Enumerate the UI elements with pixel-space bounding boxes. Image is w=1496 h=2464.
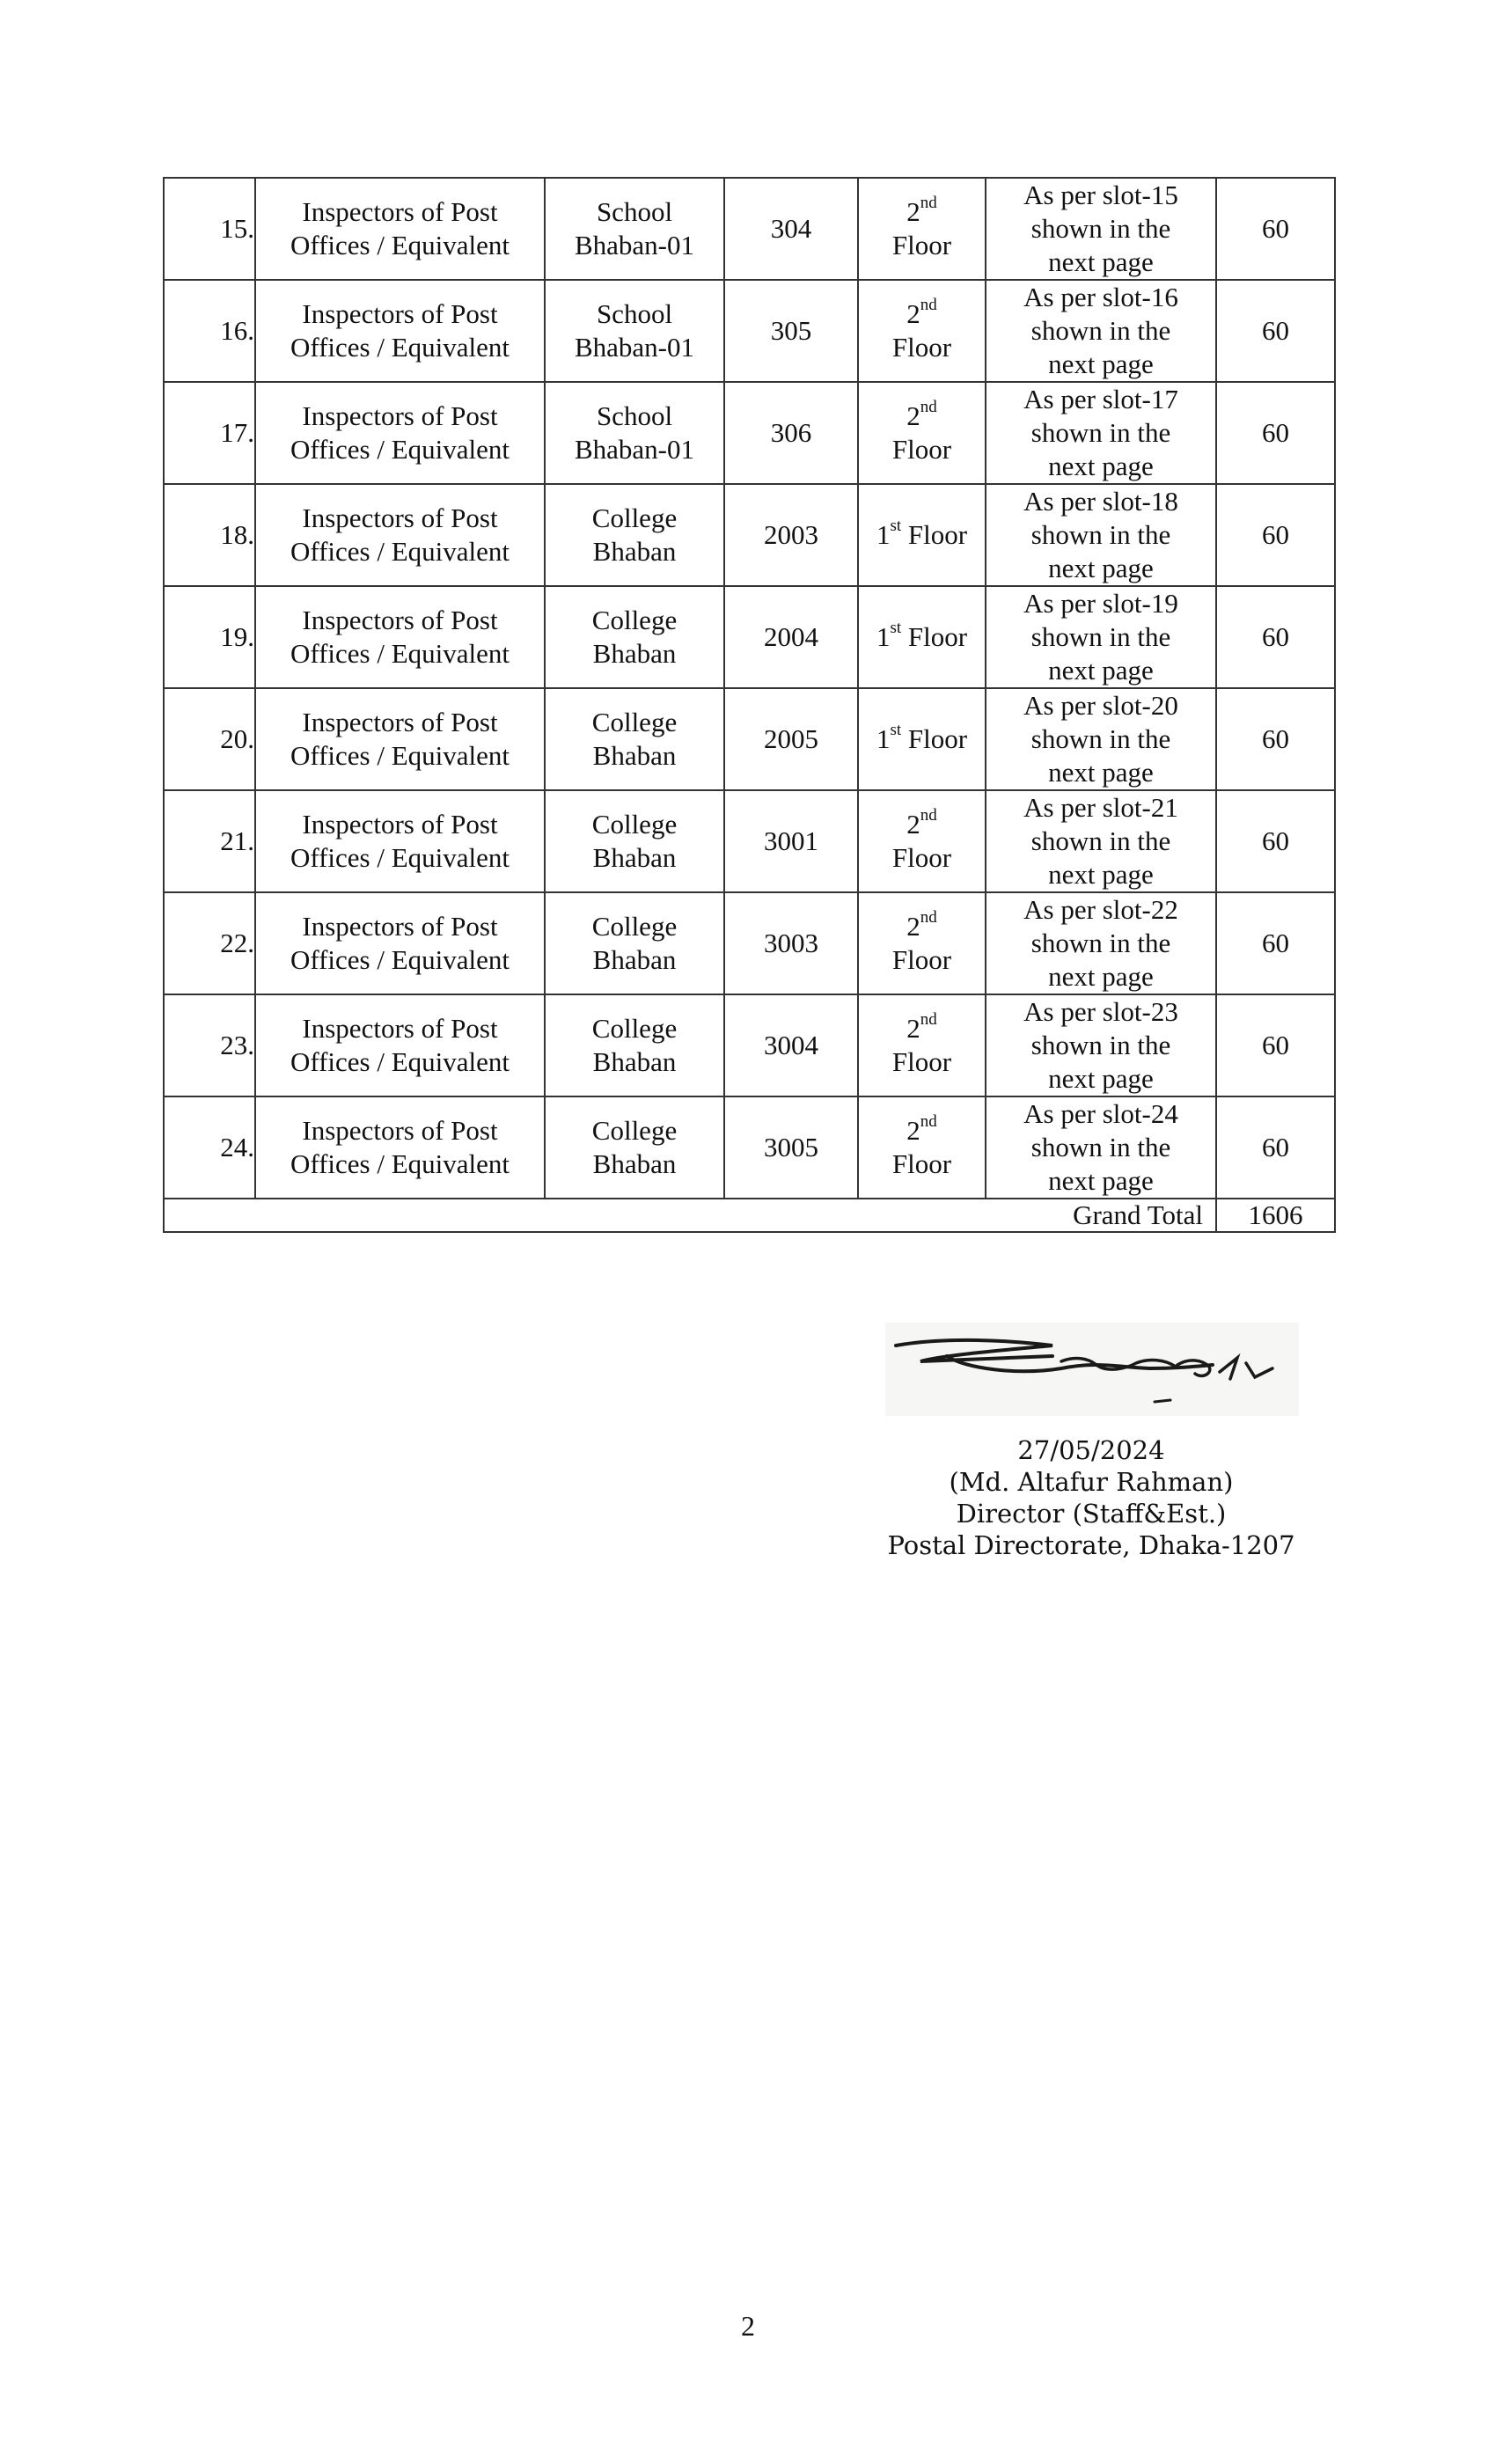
cell-line: Bhaban	[592, 740, 677, 771]
building-cell	[545, 178, 724, 280]
floor-cell	[858, 1096, 986, 1199]
cell-line: shown in the	[1030, 723, 1171, 754]
floor-suffix: nd	[920, 295, 937, 314]
floor-cell	[858, 280, 986, 382]
cell-line: Offices / Equivalent	[290, 944, 510, 975]
signature-date: 27/05/2024	[1017, 1435, 1165, 1465]
floor-word: Floor	[907, 621, 968, 652]
floor-word: Floor	[907, 519, 968, 550]
post-name-cell	[255, 280, 545, 382]
building-cell	[545, 1096, 724, 1199]
cell-line: College	[591, 502, 678, 533]
cell-line: Inspectors of Post	[302, 196, 498, 227]
cell-line: shown in the	[1030, 825, 1171, 856]
cell-line: shown in the	[1030, 1030, 1171, 1060]
floor-cell	[858, 892, 986, 994]
cell-line: College	[591, 605, 678, 635]
slot-cell	[986, 994, 1216, 1096]
grand-total-row	[164, 1199, 1335, 1232]
cell-line: shown in the	[1030, 315, 1171, 346]
cell-line: Bhaban-01	[574, 332, 695, 363]
cell-line: Inspectors of Post	[302, 1013, 498, 1044]
room-number-cell: 3001	[724, 790, 858, 892]
floor-word: Floor	[891, 944, 952, 975]
table-row	[164, 790, 1335, 892]
serial-number-cell: 19.	[164, 586, 255, 688]
slot-cell	[986, 484, 1216, 586]
floor-ordinal	[906, 397, 937, 431]
floor-suffix: nd	[920, 907, 937, 927]
seat-plan-table-container	[163, 177, 1336, 1233]
serial-number-cell: 22.	[164, 892, 255, 994]
table-row	[164, 1096, 1335, 1199]
grand-total-value: 1606	[1216, 1199, 1335, 1232]
building-cell	[545, 892, 724, 994]
cell-line: College	[591, 911, 678, 942]
seat-plan-table	[163, 177, 1336, 1233]
cell-line: Offices / Equivalent	[290, 842, 510, 873]
seat-count-cell: 60	[1216, 790, 1335, 892]
cell-line: As per slot-20	[1023, 690, 1178, 721]
cell-line: shown in the	[1030, 519, 1171, 550]
cell-line: Offices / Equivalent	[290, 332, 510, 363]
post-name-cell	[255, 382, 545, 484]
seat-count-cell: 60	[1216, 382, 1335, 484]
cell-line: Bhaban	[592, 842, 677, 873]
serial-number-cell: 15.	[164, 178, 255, 280]
floor-ordinal	[906, 907, 937, 942]
room-number-cell: 305	[724, 280, 858, 382]
post-name-cell	[255, 790, 545, 892]
slot-cell	[986, 688, 1216, 790]
cell-line: Inspectors of Post	[302, 605, 498, 635]
post-name-cell	[255, 586, 545, 688]
cell-line: shown in the	[1030, 928, 1171, 958]
signatory-name: (Md. Altafur Rahman)	[949, 1467, 1234, 1497]
serial-number-cell: 23.	[164, 994, 255, 1096]
cell-line: School	[596, 298, 673, 329]
floor-word: Floor	[891, 230, 952, 260]
table-row	[164, 280, 1335, 382]
cell-line: Bhaban	[592, 536, 677, 567]
cell-line: Inspectors of Post	[302, 809, 498, 840]
table-row	[164, 688, 1335, 790]
floor-word: Floor	[891, 1148, 952, 1179]
serial-number-cell: 21.	[164, 790, 255, 892]
table-row	[164, 994, 1335, 1096]
floor-number: 2	[906, 196, 920, 227]
cell-line: Bhaban	[592, 638, 677, 669]
floor-number: 2	[906, 911, 920, 942]
table-row	[164, 382, 1335, 484]
building-cell	[545, 994, 724, 1096]
cell-line: Bhaban	[592, 1148, 677, 1179]
cell-line: Inspectors of Post	[302, 400, 498, 431]
floor-suffix: nd	[920, 397, 937, 416]
cell-line: next page	[1048, 246, 1154, 277]
cell-line: next page	[1048, 348, 1154, 379]
floor-number: 2	[906, 1013, 920, 1044]
table-body	[164, 178, 1335, 1199]
serial-number-cell: 24.	[164, 1096, 255, 1199]
cell-line: College	[591, 809, 678, 840]
cell-line: As per slot-16	[1023, 282, 1178, 312]
building-cell	[545, 790, 724, 892]
post-name-cell	[255, 688, 545, 790]
room-number-cell: 3005	[724, 1096, 858, 1199]
room-number-cell: 306	[724, 382, 858, 484]
cell-line: Inspectors of Post	[302, 707, 498, 737]
cell-line: next page	[1048, 655, 1154, 686]
cell-line: shown in the	[1030, 621, 1171, 652]
post-name-cell	[255, 178, 545, 280]
floor-number: 1	[876, 519, 891, 550]
signatory-designation: Director (Staff&Est.)	[956, 1499, 1227, 1529]
room-number-cell: 3003	[724, 892, 858, 994]
seat-count-cell: 60	[1216, 280, 1335, 382]
signature-block	[845, 1434, 1338, 1561]
cell-line: next page	[1048, 961, 1154, 992]
table-row	[164, 586, 1335, 688]
cell-line: Bhaban	[592, 1046, 677, 1077]
floor-ordinal	[876, 618, 902, 652]
cell-line: next page	[1048, 1165, 1154, 1196]
serial-number-cell: 18.	[164, 484, 255, 586]
cell-line: Inspectors of Post	[302, 1115, 498, 1146]
floor-suffix: nd	[920, 1009, 937, 1029]
seat-count-cell: 60	[1216, 178, 1335, 280]
seat-count-cell: 60	[1216, 586, 1335, 688]
floor-cell	[858, 178, 986, 280]
cell-line: As per slot-23	[1023, 996, 1178, 1027]
cell-line: As per slot-18	[1023, 486, 1178, 517]
floor-suffix: nd	[920, 1111, 937, 1131]
cell-line: As per slot-22	[1023, 894, 1178, 925]
cell-line: shown in the	[1030, 213, 1171, 244]
cell-line: Offices / Equivalent	[290, 1046, 510, 1077]
floor-ordinal	[906, 1111, 937, 1146]
cell-line: Bhaban	[592, 944, 677, 975]
floor-number: 2	[906, 809, 920, 840]
slot-cell	[986, 280, 1216, 382]
floor-ordinal	[906, 193, 937, 227]
floor-cell	[858, 382, 986, 484]
cell-line: shown in the	[1030, 417, 1171, 448]
floor-ordinal	[906, 805, 937, 840]
table-row	[164, 178, 1335, 280]
floor-ordinal	[906, 1009, 937, 1044]
cell-line: College	[591, 1115, 678, 1146]
post-name-cell	[255, 1096, 545, 1199]
cell-line: Bhaban-01	[574, 230, 695, 260]
page-number: 2	[741, 2310, 755, 2342]
cell-line: Offices / Equivalent	[290, 638, 510, 669]
building-cell	[545, 688, 724, 790]
cell-line: Inspectors of Post	[302, 911, 498, 942]
cell-line: School	[596, 400, 673, 431]
grand-total-label: Grand Total	[164, 1199, 1216, 1232]
cell-line: Inspectors of Post	[302, 502, 498, 533]
floor-number: 1	[876, 621, 891, 652]
seat-count-cell: 60	[1216, 688, 1335, 790]
floor-ordinal	[906, 295, 937, 329]
slot-cell	[986, 586, 1216, 688]
room-number-cell: 2003	[724, 484, 858, 586]
signatory-office: Postal Directorate, Dhaka-1207	[887, 1530, 1295, 1560]
building-cell	[545, 484, 724, 586]
floor-word: Floor	[891, 1046, 952, 1077]
floor-ordinal	[876, 516, 902, 550]
cell-line: As per slot-24	[1023, 1098, 1178, 1129]
slot-cell	[986, 1096, 1216, 1199]
building-cell	[545, 382, 724, 484]
floor-word: Floor	[891, 332, 952, 363]
floor-cell	[858, 790, 986, 892]
cell-line: As per slot-19	[1023, 588, 1178, 619]
floor-ordinal	[876, 720, 902, 754]
floor-suffix: nd	[920, 805, 937, 825]
cell-line: Offices / Equivalent	[290, 434, 510, 465]
slot-cell	[986, 892, 1216, 994]
table-row	[164, 892, 1335, 994]
cell-line: Offices / Equivalent	[290, 230, 510, 260]
seat-count-cell: 60	[1216, 892, 1335, 994]
floor-word: Floor	[891, 434, 952, 465]
floor-number: 2	[906, 1115, 920, 1146]
floor-cell	[858, 688, 986, 790]
handwritten-signature	[885, 1323, 1299, 1416]
room-number-cell: 2005	[724, 688, 858, 790]
seat-count-cell: 60	[1216, 484, 1335, 586]
post-name-cell	[255, 484, 545, 586]
floor-word: Floor	[891, 842, 952, 873]
slot-cell	[986, 790, 1216, 892]
slot-cell	[986, 382, 1216, 484]
post-name-cell	[255, 892, 545, 994]
floor-suffix: nd	[920, 193, 937, 212]
cell-line: Offices / Equivalent	[290, 740, 510, 771]
serial-number-cell: 17.	[164, 382, 255, 484]
table-row	[164, 484, 1335, 586]
seat-count-cell: 60	[1216, 994, 1335, 1096]
cell-line: As per slot-15	[1023, 180, 1178, 210]
floor-number: 1	[876, 723, 891, 754]
floor-number: 2	[906, 400, 920, 431]
cell-line: next page	[1048, 1063, 1154, 1094]
cell-line: As per slot-17	[1023, 384, 1178, 414]
slot-cell	[986, 178, 1216, 280]
cell-line: College	[591, 1013, 678, 1044]
floor-cell	[858, 484, 986, 586]
room-number-cell: 3004	[724, 994, 858, 1096]
serial-number-cell: 20.	[164, 688, 255, 790]
cell-line: Bhaban-01	[574, 434, 695, 465]
floor-suffix: st	[890, 618, 902, 637]
cell-line: Offices / Equivalent	[290, 536, 510, 567]
room-number-cell: 2004	[724, 586, 858, 688]
floor-cell	[858, 586, 986, 688]
seat-count-cell: 60	[1216, 1096, 1335, 1199]
floor-cell	[858, 994, 986, 1096]
cell-line: shown in the	[1030, 1132, 1171, 1162]
cell-line: next page	[1048, 757, 1154, 788]
cell-line: As per slot-21	[1023, 792, 1178, 823]
cell-line: School	[596, 196, 673, 227]
cell-line: Inspectors of Post	[302, 298, 498, 329]
cell-line: next page	[1048, 451, 1154, 481]
building-cell	[545, 280, 724, 382]
cell-line: next page	[1048, 553, 1154, 583]
floor-suffix: st	[890, 720, 902, 739]
post-name-cell	[255, 994, 545, 1096]
room-number-cell: 304	[724, 178, 858, 280]
building-cell	[545, 586, 724, 688]
cell-line: Offices / Equivalent	[290, 1148, 510, 1179]
serial-number-cell: 16.	[164, 280, 255, 382]
cell-line: College	[591, 707, 678, 737]
floor-word: Floor	[907, 723, 968, 754]
floor-suffix: st	[890, 516, 902, 535]
floor-number: 2	[906, 298, 920, 329]
cell-line: next page	[1048, 859, 1154, 890]
